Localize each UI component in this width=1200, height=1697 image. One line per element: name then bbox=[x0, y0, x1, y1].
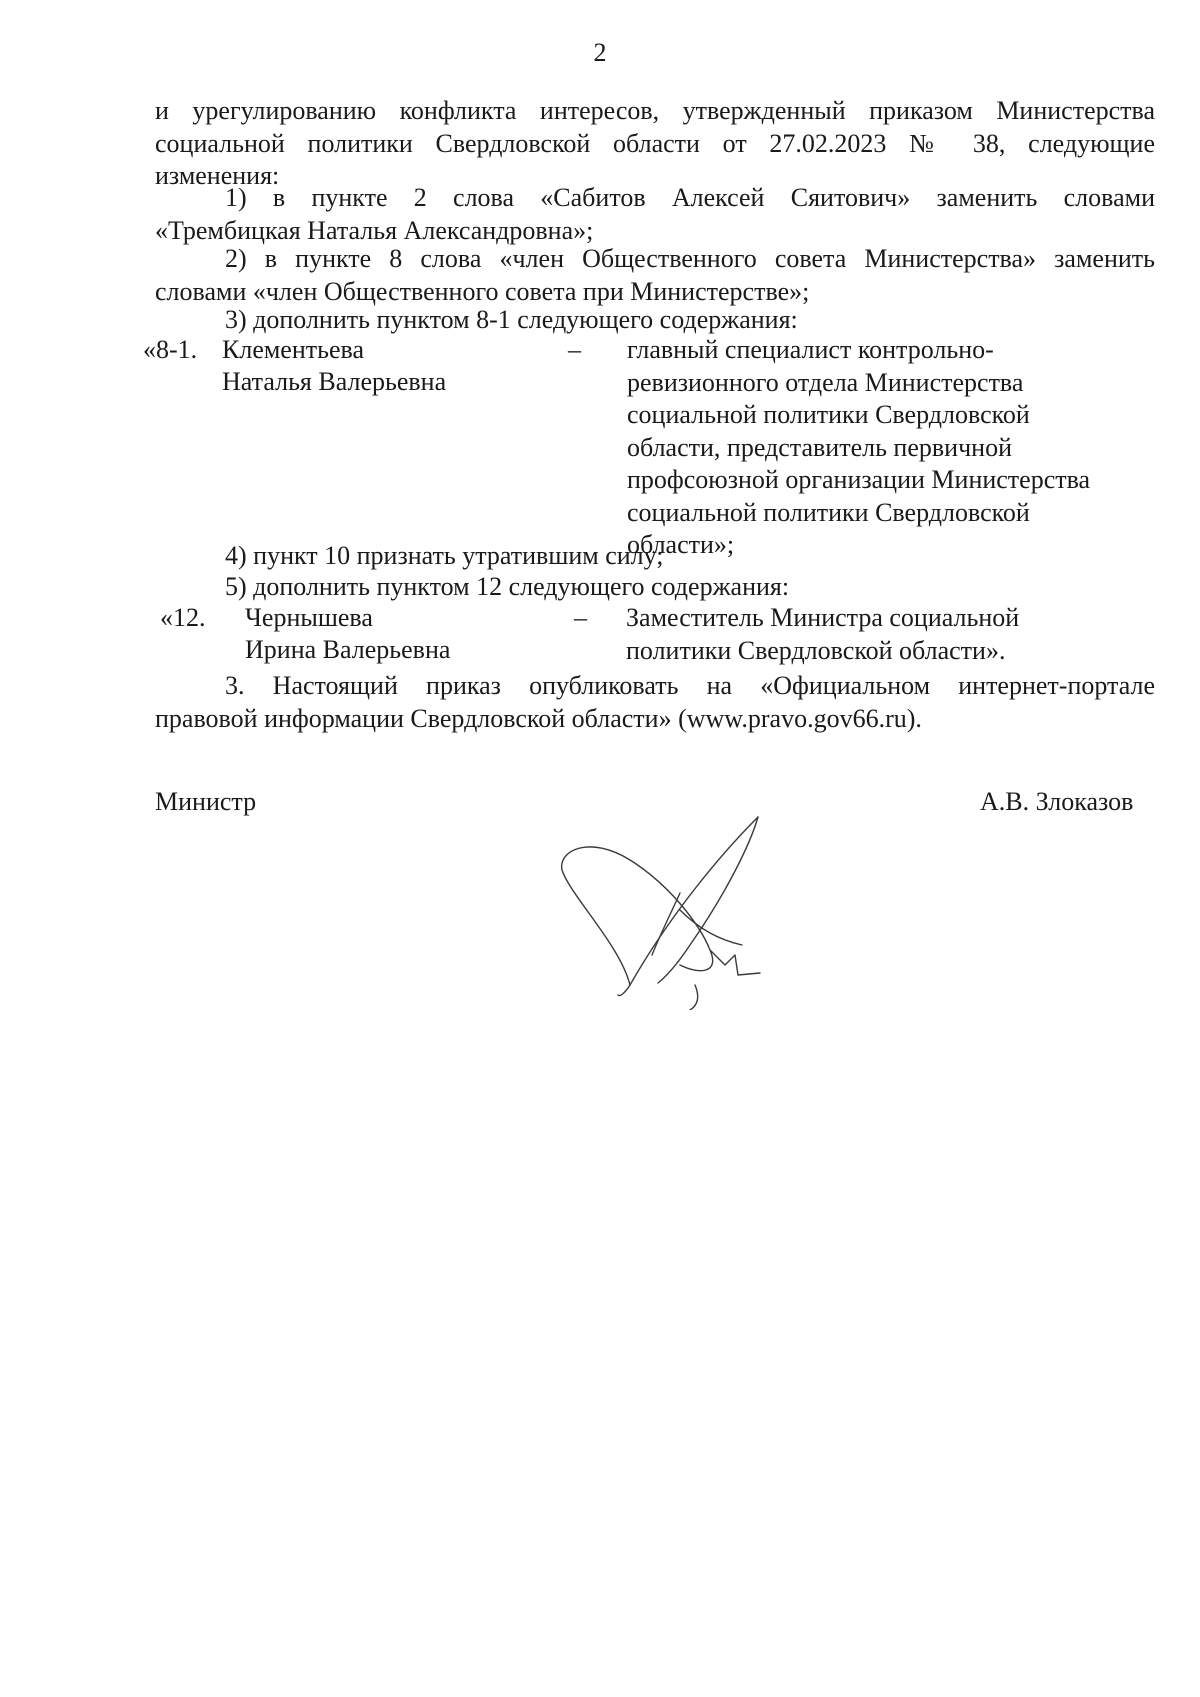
item-5-line-1: 5) дополнить пунктом 12 следующего содержания: bbox=[225, 572, 790, 601]
entry-8-1-position-line: области, представитель первичной bbox=[627, 432, 1012, 462]
entry-12-number: «12. bbox=[160, 603, 206, 632]
entry-12-position-line: Заместитель Министра социальной bbox=[626, 603, 1020, 632]
item-2-line-2: словами «член Общественного совета при Министерстве»; bbox=[155, 276, 810, 306]
item-1-paragraph bbox=[155, 182, 1155, 247]
item-4-line-1: 4) пункт 10 признать утратившим силу; bbox=[225, 541, 664, 570]
entry-8-1-number: «8-1. bbox=[143, 335, 198, 364]
entry-8-1-dash: – bbox=[568, 335, 581, 364]
entry-12-position bbox=[626, 602, 1019, 667]
item-1-line-1: 1) в пункте 2 слова «Сабитов Алексей Сяитович» заменить словами bbox=[225, 183, 1155, 212]
item-2-line-1: 2) в пункте 8 слова «член Общественного совета Министерства» заменить bbox=[225, 244, 1155, 273]
entry-12-position-line: политики Свердловской области». bbox=[626, 635, 1006, 665]
clause-3-line-1: 3. Настоящий приказ опубликовать на «Официальном интернет-портале bbox=[225, 671, 1155, 700]
clause-3-paragraph bbox=[155, 670, 1155, 735]
signatory-name: А.В. Злоказов bbox=[980, 787, 1134, 816]
entry-8-1-position-line: области»; bbox=[627, 530, 735, 559]
entry-8-1-position-line: профсоюзной организации Министерства bbox=[627, 465, 1091, 494]
signatory-title: Министр bbox=[155, 787, 257, 816]
entry-8-1-position-line: ревизионного отдела Министерства bbox=[627, 367, 1024, 397]
intro-paragraph bbox=[155, 95, 1155, 193]
entry-8-1-position-line: главный специалист контрольно- bbox=[627, 335, 994, 364]
item-2-paragraph bbox=[155, 243, 1155, 308]
entry-8-1-position bbox=[627, 334, 1090, 562]
intro-line-1: и урегулированию конфликта интересов, утвержденный приказом Министерства bbox=[155, 96, 1155, 125]
entry-12-name: Ирина Валерьевна bbox=[245, 635, 451, 664]
entry-12-dash: – bbox=[574, 603, 587, 632]
clause-3-line-2: правовой информации Свердловской области» (www.pravo.gov66.ru). bbox=[155, 703, 922, 733]
entry-12-surname: Чернышева bbox=[245, 603, 373, 632]
item-4-paragraph bbox=[155, 540, 1155, 573]
entry-8-1-name: Наталья Валерьевна bbox=[222, 367, 447, 396]
item-5-paragraph bbox=[155, 571, 1155, 604]
intro-line-3: изменения: bbox=[155, 161, 280, 190]
item-1-line-2: «Трембицкая Наталья Александровна»; bbox=[155, 215, 594, 245]
entry-8-1-position-line: социальной политики Свердловской bbox=[627, 400, 1030, 429]
item-3-line-1: 3) дополнить пунктом 8-1 следующего содержания: bbox=[225, 305, 798, 334]
intro-line-2: социальной политики Свердловской области от 27.02.2023 № 38, следующие bbox=[155, 128, 1155, 158]
entry-8-1-surname: Клементьева bbox=[222, 335, 364, 364]
entry-8-1-position-line: социальной политики Свердловской bbox=[627, 497, 1030, 527]
item-3-paragraph bbox=[155, 304, 1155, 337]
signature-image bbox=[560, 815, 790, 1010]
page-number: 2 bbox=[593, 38, 607, 67]
